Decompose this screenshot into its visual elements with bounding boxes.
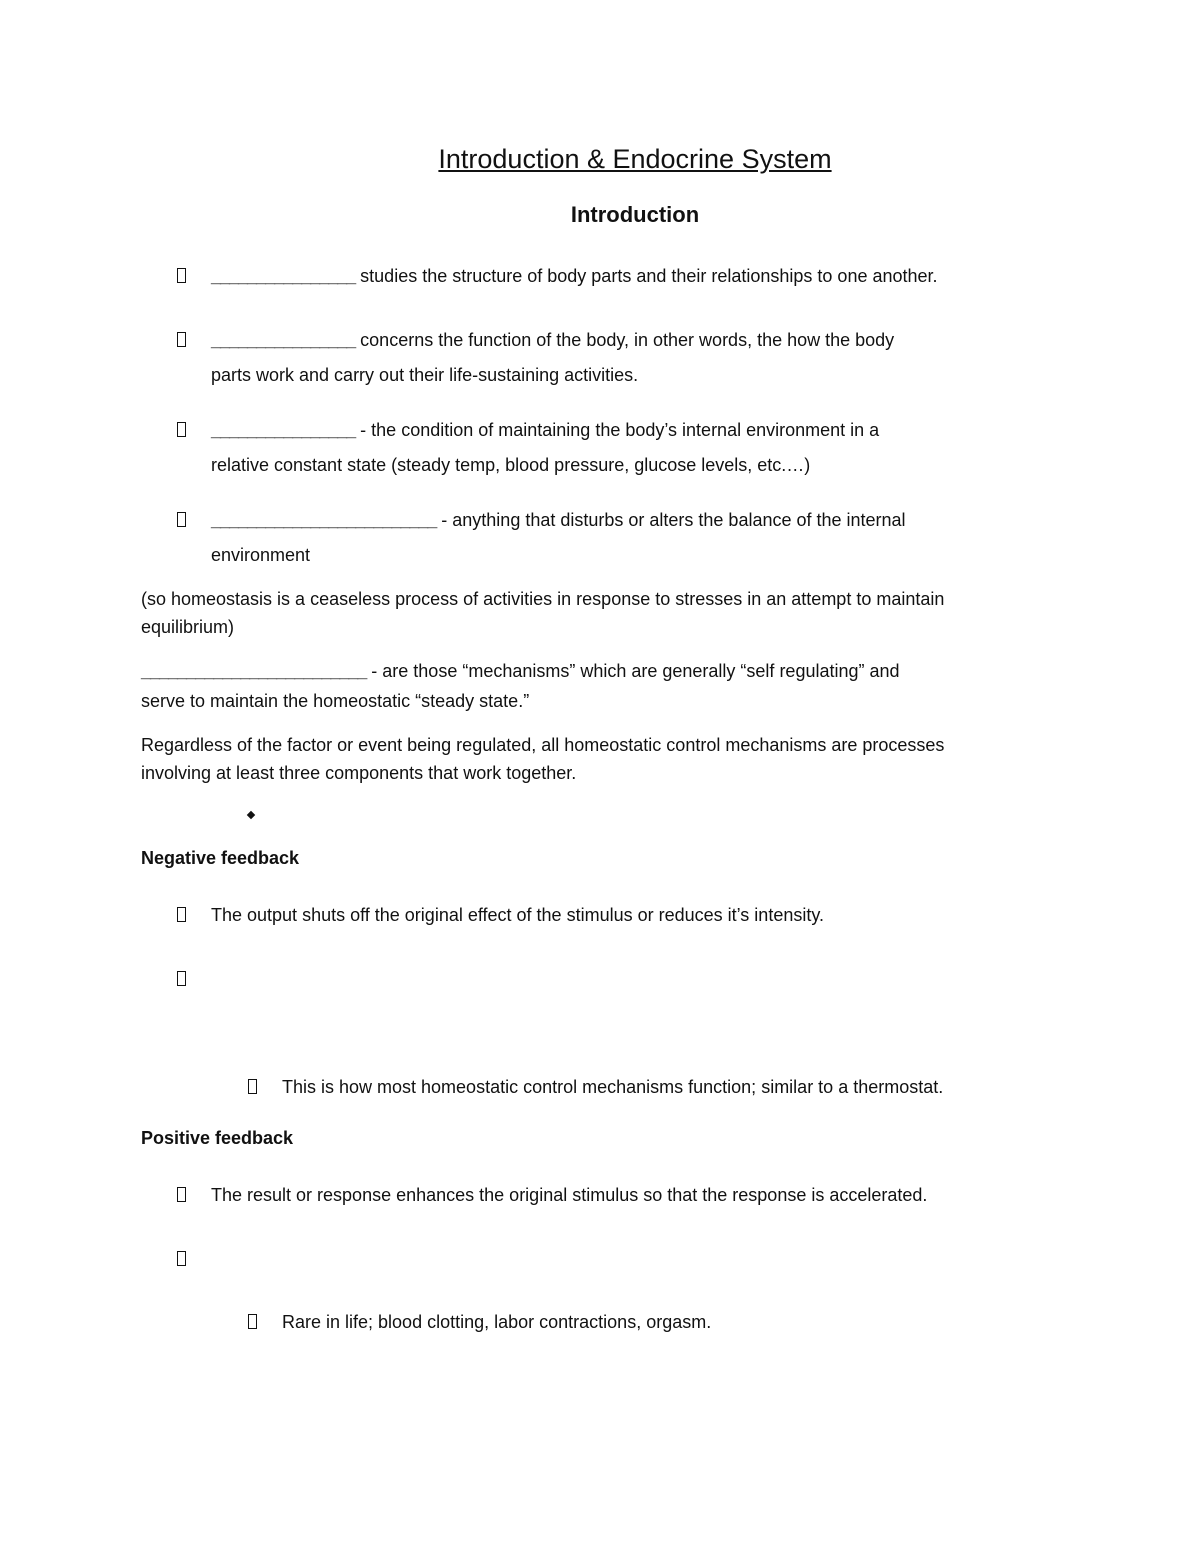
negative-sub-bullet-text: This is how most homeostatic control mechanisms function; similar to a thermostat. (282, 1077, 944, 1097)
bullet-box-icon (177, 268, 186, 283)
bullet-text: - anything that disturbs or alters the balance of the internal (436, 510, 906, 530)
negative-bullet-text: The output shuts off the original effect of the stimulus or reduces it’s intensity. (211, 905, 825, 925)
bullet-text: - the condition of maintaining the body’s internal environment in a (355, 420, 880, 440)
sub-bullet-box-icon (248, 1314, 257, 1329)
bullet-box-icon (177, 971, 186, 986)
bullet-box-icon (177, 907, 186, 922)
heading-positive-feedback: Positive feedback (141, 1128, 294, 1148)
fill-in-blank: ________________ (211, 266, 356, 286)
bullet-text-continuation: environment (211, 545, 311, 565)
paragraph-mechanisms-continuation: serve to maintain the homeostatic “steady state.” (141, 691, 530, 711)
bullet-text-continuation: parts work and carry out their life-sustaining activities. (211, 365, 639, 385)
paragraph-homeostasis: (so homeostasis is a ceaseless process of activities in response to stresses in an attempt to maintain (141, 589, 945, 609)
document-title: Introduction & Endocrine System (438, 144, 832, 174)
bullet-text: concerns the function of the body, in other words, the how the body (355, 330, 895, 350)
paragraph-components: Regardless of the factor or event being regulated, all homeostatic control mechanisms are processes (141, 735, 945, 755)
bullet-box-icon (177, 1251, 186, 1266)
diamond-bullet-icon (247, 811, 255, 819)
bullet-text-continuation: relative constant state (steady temp, blood pressure, glucose levels, etc.…) (211, 455, 811, 475)
bullet-box-icon (177, 422, 186, 437)
bullet-text: studies the structure of body parts and their relationships to one another. (355, 266, 938, 286)
section-subtitle: Introduction (570, 202, 700, 227)
sub-bullet-box-icon (248, 1079, 257, 1094)
paragraph-mechanisms (141, 660, 900, 682)
fill-in-blank: ________________ (211, 420, 356, 440)
intro-bullet-physiology (211, 329, 894, 351)
bullet-box-icon (177, 332, 186, 347)
paragraph-text: - are those “mechanisms” which are generally “self regulating” and (366, 661, 900, 681)
intro-bullet-anatomy (211, 265, 938, 287)
bullet-box-icon (177, 512, 186, 527)
fill-in-blank: ________________ (211, 330, 356, 350)
paragraph-homeostasis-continuation: equilibrium) (141, 617, 235, 637)
intro-bullet-homeostasis (211, 419, 879, 441)
positive-bullet-text: The result or response enhances the original stimulus so that the response is accelerated. (211, 1185, 928, 1205)
positive-sub-bullet-text: Rare in life; blood clotting, labor contractions, orgasm. (282, 1312, 712, 1332)
fill-in-blank: _________________________ (211, 510, 437, 530)
fill-in-blank: _________________________ (141, 661, 367, 681)
intro-bullet-stressor (211, 509, 906, 531)
heading-negative-feedback: Negative feedback (141, 848, 300, 868)
bullet-box-icon (177, 1187, 186, 1202)
paragraph-components-continuation: involving at least three components that work together. (141, 763, 577, 783)
